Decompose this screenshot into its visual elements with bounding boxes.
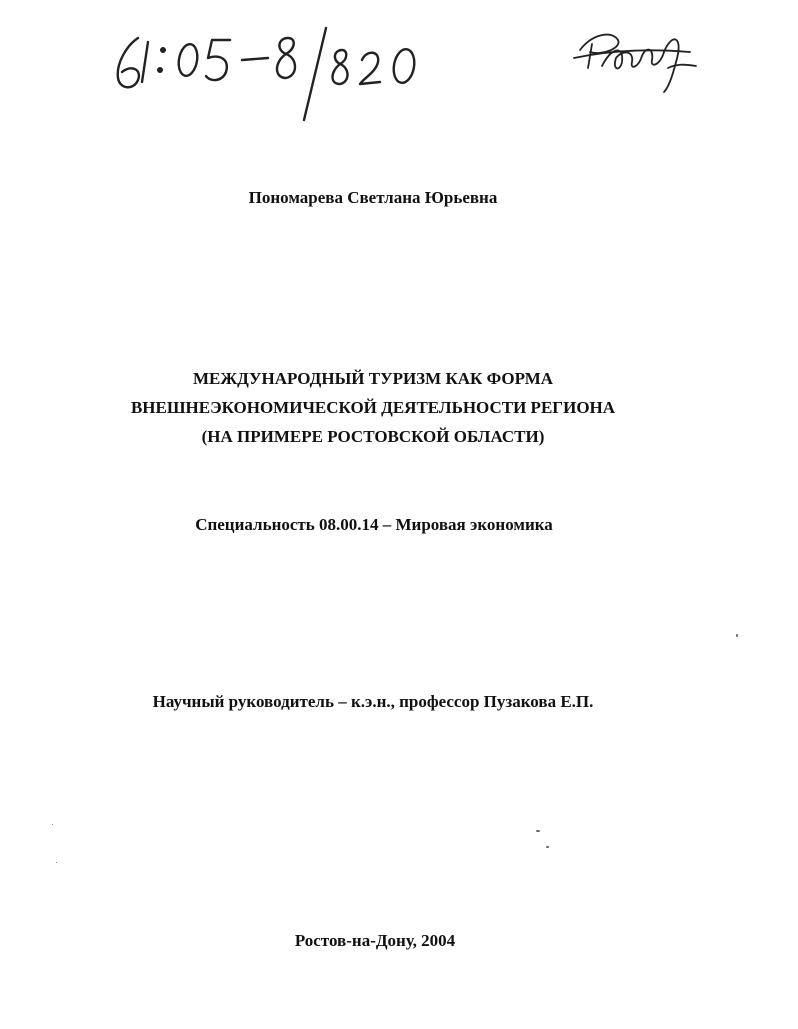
scan-speck [736,634,738,637]
handwritten-archive-code [108,20,448,130]
title-line-2: ВНЕШНЕЭКОНОМИЧЕСКОЙ ДЕЯТЕЛЬНОСТИ РЕГИОНА [130,398,616,417]
city-and-year: Ростов-на-Дону, 2004 [294,931,456,950]
scan-speck [536,830,540,832]
title-line-1: МЕЖДУНАРОДНЫЙ ТУРИЗМ КАК ФОРМА [192,369,554,388]
dissertation-title [0,364,772,451]
handwritten-signature [572,22,702,97]
scan-speck [546,846,549,848]
speciality: Специальность 08.00.14 – Мировая экономика [195,515,553,534]
title-line-3: (НА ПРИМЕРЕ РОСТОВСКОЙ ОБЛАСТИ) [201,427,545,446]
author-name: Пономарева Светлана Юрьевна [248,188,498,207]
scientific-supervisor: Научный руководитель – к.э.н., профессор Пузакова Е.П. [152,692,594,711]
scan-speck [52,824,53,825]
scan-speck [56,862,57,863]
